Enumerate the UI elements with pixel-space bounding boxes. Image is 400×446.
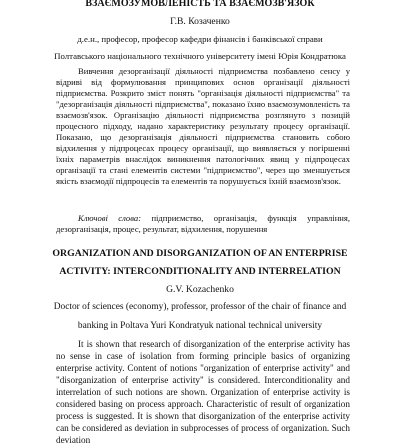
ukrainian-abstract: Вивчення дезорганізації діяльності підприємства позбавлено сенсу у відриві від формулювання принципових основ організації діяльності підприємства. Розкрито зміст понять "організація діяльності підприємства" та "дезорганізація діяльності підприємства", показано їхню взаємозумовленість та взаємозв'язок. Організацію діяльності підприємства розглянуто з позицій процесного підходу, надано характеристику результату процесу організації. Показано, що дезорганізація діяльності підприємства становить собою відхилення у підпроцесах процесу організації, що виявляється у погіршенні їхніх параметрів внаслідок виникнення патологічних явищ у підпроцесах організації та стані елементів системи "підприємство", через що зменшується якість взаємодії підпроцесів та елементів та порушується їхній взаємозв'язок. — [56, 66, 350, 186]
ukrainian-position: д.е.н., професор, професор кафедри фінансів і банківської справи — [77, 34, 323, 44]
english-author: G.V. Kozachenko — [166, 284, 234, 295]
ukrainian-title: ВЗАЄМОЗУМОВЛЕНІСТЬ ТА ВЗАЄМОЗВ'ЯЗОК — [85, 0, 315, 9]
ukrainian-keywords — [56, 213, 350, 235]
english-affiliation: banking in Poltava Yuri Kondratyuk national technical university — [77, 321, 323, 331]
english-position: Doctor of sciences (economy), professor, professor of the chair of finance and — [53, 302, 347, 312]
keywords-label: Ключові слова: — [78, 213, 142, 223]
ukrainian-affiliation: Полтавського національного технічного університету імені Юрія Кондратюка — [54, 51, 346, 61]
ukrainian-author: Г.В. Козаченко — [170, 16, 230, 27]
english-abstract: It is shown that research of disorganization of the enterprise activity has no sense in case of isolation from forming principle basics of organizing enterprise activity. Content of notions "organization of enterprise activity" and "disorganization of enterprise activity" is considered. Interconditionality and interrelation of such notions are shown. Organization of enterprise activity is considered basing on process approach. Characteristic of result of organization process is suggested. It is shown that disorganization of the enterprise activity can be considered as deviation in subprocesses of process of organization. Such deviation — [56, 339, 350, 445]
english-title-line2: ACTIVITY: INTERCONDITIONALITY AND INTERRELATION — [59, 266, 341, 277]
keywords-text: підприємство, організація, функція управління, дезорганізація, процес, результат, відхилення, порушення — [56, 213, 351, 234]
english-title-line1: ORGANIZATION AND DISORGANIZATION OF AN ENTERPRISE — [52, 248, 348, 259]
